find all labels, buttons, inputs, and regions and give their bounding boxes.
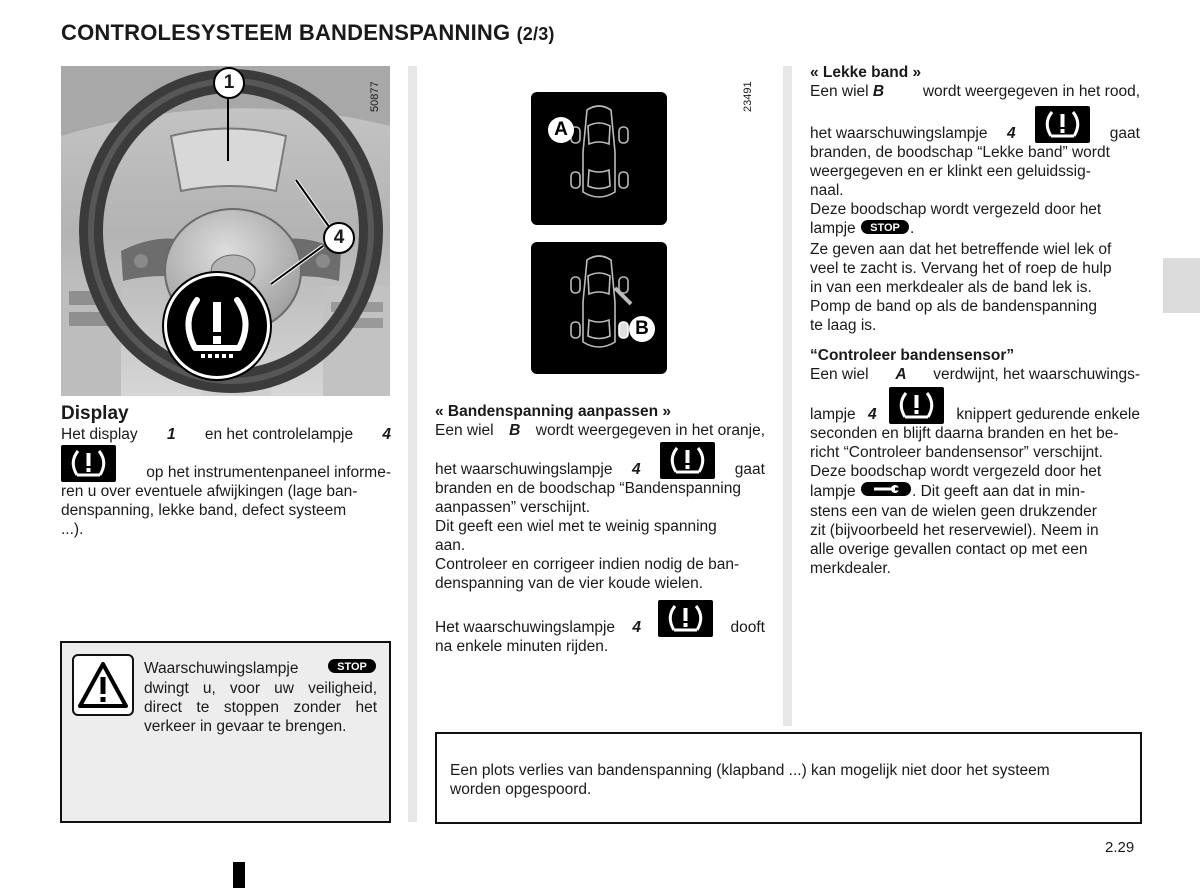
callout-4: 4 [323, 222, 355, 254]
figure2-code: 23491 [742, 81, 754, 112]
sensor-heading: “Controleer bandensensor” [810, 347, 1015, 364]
tire-pressure-warning-icon [658, 600, 713, 637]
display-heading: Display [61, 403, 129, 424]
stop-warning-icon [327, 658, 377, 679]
page-marker [233, 862, 245, 888]
label-a: A [548, 117, 574, 143]
tire-pressure-warning-icon [889, 387, 944, 424]
adjust-heading: « Bandenspanning aanpassen » [435, 403, 672, 420]
warning-box: Waarschuwingslampje STOP dwingt u, voor uw veiligheid, direct te stoppen zonder het verkeer in gevaar te brengen. [60, 641, 391, 823]
flat-heading: « Lekke band » [810, 64, 922, 81]
display-text: Het display 1 en het controlelampje 4 op het instrumentenpaneel informe- ren u over eventuele afwijkingen (lage ban- denspanning, lekke band, defect systeem ...). [61, 426, 391, 538]
tire-pressure-warning-icon [660, 442, 715, 479]
tire-pressure-warning-icon [1035, 106, 1090, 143]
car-diagram-sensor [531, 92, 667, 225]
callout-1: 1 [213, 67, 245, 99]
column-divider-right [783, 66, 792, 726]
figure-code: 50877 [369, 81, 381, 112]
stop-warning-icon [860, 219, 910, 240]
flat-section: « Lekke band » Een wiel B wordt weergegeven in het rood, het waarschuwingslampje 4 gaat branden, de boodschap “Lekke band” wordt weergegeven en er klinkt een geluidssig- naal. Deze boodschap wordt vergezeld door het lampje STOP . Ze geven aan dat het betreffende wiel lek of veel te zacht is. Vervang het of roep de hulp in van een merkdealer als de band lek is. Pomp de band op als de bandenspanning te laag is. [810, 64, 1140, 334]
svg-text:STOP: STOP [870, 222, 900, 234]
tire-pressure-warning-icon [164, 273, 270, 379]
car-diagram-pressure [531, 242, 667, 374]
adjust-section: « Bandenspanning aanpassen » Een wiel B wordt weergegeven in het oranje, het waarschuwingslampje 4 gaat branden en de boodschap “Bandenspanning aanpassen” verschijnt. Dit geeft een wiel met te weinig spanning aan. Controleer en corrigeer indien nodig de ban- denspanning van de vier koude wielen. Het waarschuwingslampje 4 dooft na enkele minuten rijden. [435, 403, 765, 655]
page-title [61, 20, 555, 46]
tire-pressure-warning-icon [61, 445, 116, 482]
sensor-section: “Controleer bandensensor” Een wiel A verdwijnt, het waarschuwings- lampje 4 knippert gedurende enkele seconden en blijft daarna branden en het be- richt “Controleer bandensensor” verschijnt. Deze boodschap wordt vergezeld door het lampje . Dit geeft aan dat in min- stens een van de wielen geen drukzender zit (bijvoorbeeld het reservewiel). Neem in alle overige gevallen contact op met een merkdealer. [810, 347, 1140, 577]
warning-triangle-icon [72, 654, 134, 716]
column-divider-left [408, 66, 417, 822]
page-number: 2.29 [1105, 839, 1135, 856]
page-title-main: CONTROLESYSTEEM BANDENSPANNING [61, 20, 511, 45]
chapter-tab [1163, 258, 1200, 313]
steering-wheel-figure [61, 66, 390, 396]
note-box: Een plots verlies van bandenspanning (klapband ...) kan mogelijk niet door het systeem worden opgespoord. [435, 732, 1142, 824]
page-title-suffix: (2/3) [516, 24, 555, 44]
label-b: B [629, 316, 655, 342]
wrench-service-icon [860, 481, 912, 502]
svg-text:STOP: STOP [337, 661, 367, 673]
